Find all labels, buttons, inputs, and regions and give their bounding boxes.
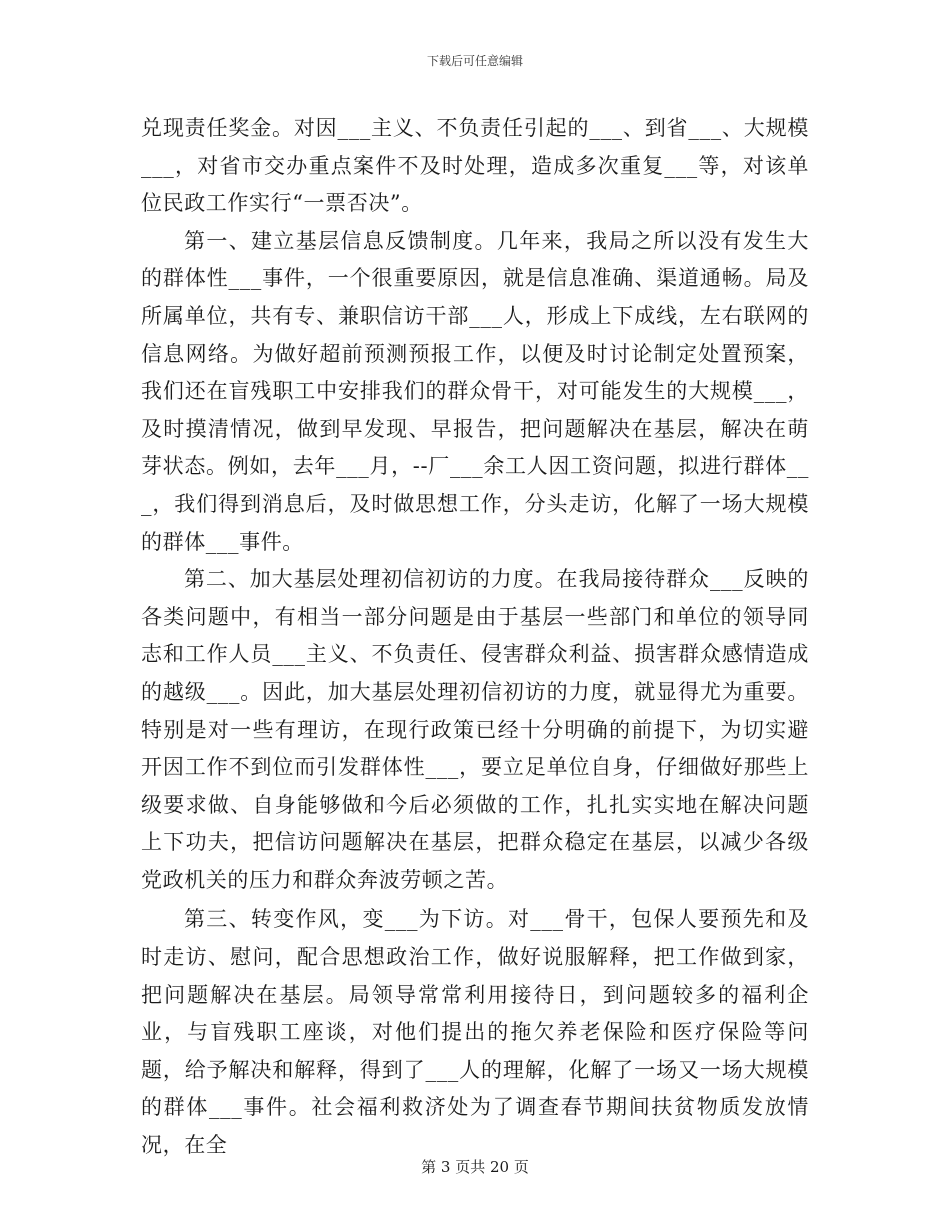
paragraph-continuation: 兑现责任奖金。对因___主义、不负责任引起的___、到省___、大规模___，对省市交办重点案件不及时处理，造成多次重复___等，对该单位民政工作实行“一票否决”。 <box>141 116 809 216</box>
page-number: 第 3 页共 20 页 <box>421 1158 529 1176</box>
paragraph-section-3: 第三、转变作风，变___为下访。对___骨干，包保人要预先和及时走访、慰问，配合思想政治工作，做好说服解释，把工作做到家，把问题解决在基层。局领导常常利用接待日，到问题较多的福利企业，与盲残职工座谈，对他们提出的拖欠养老保险和医疗保险等问题，给予解决和解释，得到了___人的理解，化解了一场又一场大规模的群体___事件。社会福利救济处为了调查春节期间扶贫物质发放情况，在全 <box>141 907 809 1158</box>
page-header-note: 下载后可任意编辑 <box>426 54 523 68</box>
paragraph-section-1: 第一、建立基层信息反馈制度。几年来，我局之所以没有发生大的群体性___事件，一个很重要原因，就是信息准确、渠道通畅。局及所属单位，共有专、兼职信访干部___人，形成上下成线，左右联网的信息网络。为做好超前预测预报工作，以便及时讨论制定处置预案，我们还在盲残职工中安排我们的群众骨干，对可能发生的大规模___，及时摸清情况，做到早发现、早报告，把问题解决在基层，解决在萌芽状态。例如，去年___月，--厂___余工人因工资问题，拟进行群体___，我们得到消息后，及时做思想工作，分头走访，化解了一场大规模的群体___事件。 <box>141 228 809 554</box>
paragraph-section-2: 第二、加大基层处理初信初访的力度。在我局接待群众___反映的各类问题中，有相当一部分问题是由于基层一些部门和单位的领导同志和工作人员___主义、不负责任、侵害群众利益、损害群众感情造成的越级___。因此，加大基层处理初信初访的力度，就显得尤为重要。特别是对一些有理访，在现行政策已经十分明确的前提下，为切实避开因工作不到位而引发群体性___，要立足单位自身，仔细做好那些上级要求做、自身能够做和今后必须做的工作，扎扎实实地在解决问题上下功夫，把信访问题解决在基层，把群众稳定在基层，以减少各级党政机关的压力和群众奔波劳顿之苦。 <box>141 567 809 892</box>
document-body <box>141 110 809 1165</box>
